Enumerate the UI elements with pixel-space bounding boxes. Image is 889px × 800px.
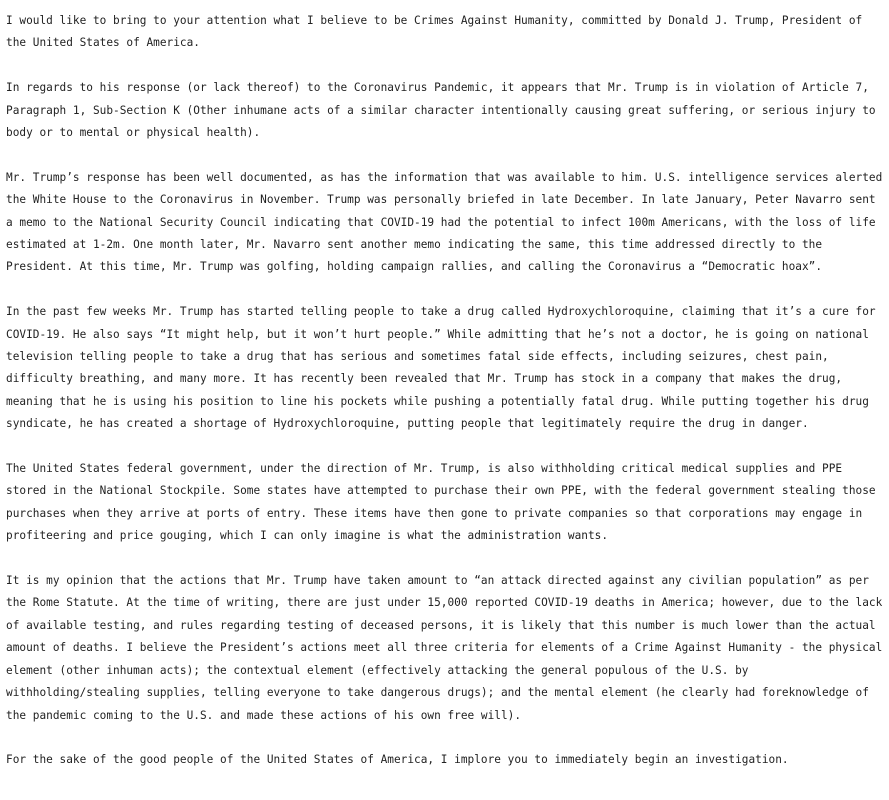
paragraph-introduction: I would like to bring to your attention what I believe to be Crimes Against Humanity, committed by Donald J. Trump, President of the United States of America. <box>6 14 863 50</box>
paragraph-closing: For the sake of the good people of the United States of America, I implore you to immediately begin an investigation. <box>6 753 789 767</box>
paragraph-hydroxychloroquine: In the past few weeks Mr. Trump has started telling people to take a drug called Hydroxychloroquine, claiming that it’s a cure for COVID-19. He also says “It might help, but it won’t hurt people.” While admitting that he’s not a doctor, he is going on national television telling people to take a drug that has serious and sometimes fatal side effects, including seizures, chest pain, difficulty breathing, and many more. It has recently been revealed that Mr. Trump has stock in a company that makes the drug, meaning that he is using his position to line his pockets while pushing a potentially fatal drug. While putting together his drug syndicate, he has created a shortage of Hydroxychloroquine, putting people that legitimately require the drug in danger. <box>6 305 876 431</box>
paragraph-opinion: It is my opinion that the actions that Mr. Trump have taken amount to “an attack directed against any civilian population” as per the Rome Statute. At the time of writing, there are just under 15,000 reported COVID-19 deaths in America; however, due to the lack of available testing, and rules regarding testing of deceased persons, it is likely that this number is much lower than the actual amount of deaths. I believe the President’s actions meet all three criteria for elements of a Crime Against Humanity - the physical element (other inhuman acts); the contextual element (effectively attacking the general populous of the U.S. by withholding/stealing supplies, telling everyone to take dangerous drugs); and the mental element (he clearly had foreknowledge of the pandemic coming to the U.S. and made these actions of his own free will). <box>6 574 883 722</box>
paragraph-violation: In regards to his response (or lack thereof) to the Coronavirus Pandemic, it appears that Mr. Trump is in violation of Article 7, Paragraph 1, Sub-Section K (Other inhumane acts of a similar character intentionally causing great suffering, or serious injury to body or to mental or physical health). <box>6 81 876 140</box>
paragraph-supplies: The United States federal government, under the direction of Mr. Trump, is also withholding critical medical supplies and PPE stored in the National Stockpile. Some states have attempted to purchase their own PPE, with the federal government stealing those purchases when they arrive at ports of entry. These items have then gone to private companies so that corporations may engage in profiteering and price gouging, which I can only imagine is what the administration wants. <box>6 462 876 543</box>
paragraph-timeline: Mr. Trump’s response has been well documented, as has the information that was available to him. U.S. intelligence services alerted the White House to the Coronavirus in November. Trump was personally briefed in late December. In late January, Peter Navarro sent a memo to the National Security Council indicating that COVID-19 had the potential to infect 100m Americans, with the loss of life estimated at 1-2m. One month later, Mr. Navarro sent another memo indicating the same, this time addressed directly to the President. At this time, Mr. Trump was golfing, holding campaign rallies, and calling the Coronavirus a “Democratic hoax”. <box>6 170 883 274</box>
